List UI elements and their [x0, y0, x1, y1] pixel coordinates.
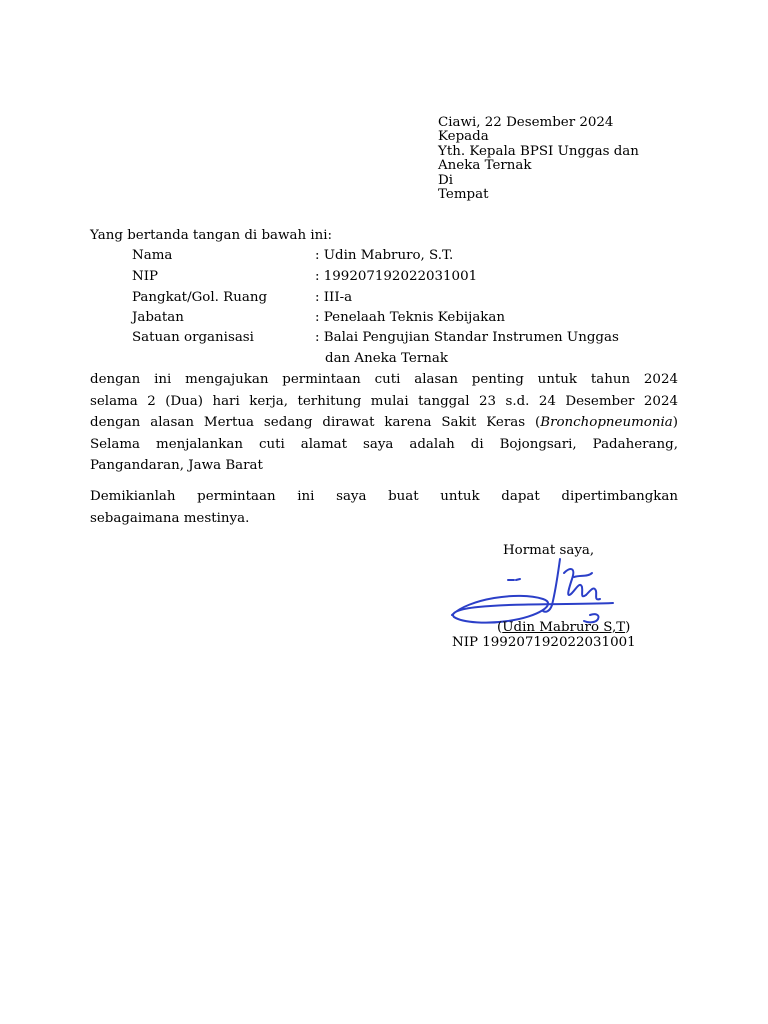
address-block	[438, 116, 639, 202]
closing-paragraph	[90, 486, 678, 529]
to-label: Kepada	[438, 129, 489, 145]
identity-label-nip: NIP	[132, 269, 159, 284]
di-label: Di	[438, 172, 454, 188]
recipient-line-2: Aneka Ternak	[438, 158, 532, 174]
signatory-nip: NIP 199207192022031001	[452, 635, 636, 650]
signature-stroke	[564, 569, 600, 599]
identity-value-jabatan: : Penelaah Teknis Kebijakan	[315, 310, 506, 325]
signatory-name	[497, 620, 630, 636]
recipient-line-1: Yth. Kepala BPSI Unggas dan	[438, 143, 639, 159]
close-paren: )	[625, 620, 631, 635]
identity-label-nama: Nama	[132, 248, 173, 263]
identity-value-satuan-cont: dan Aneka Ternak	[325, 351, 448, 366]
body-line-3-text: dengan alasan Mertua sedang dirawat karena Sakit Keras (	[90, 415, 541, 430]
handwritten-signature	[448, 555, 618, 630]
identity-label-jabatan: Jabatan	[132, 310, 184, 325]
identity-value-pangkat: : III-a	[315, 290, 353, 305]
tempat-label: Tempat	[438, 187, 489, 203]
signature-stroke	[516, 579, 520, 580]
intro-text: Yang bertanda tangan di bawah ini:	[90, 228, 333, 243]
identity-value-nama: : Udin Mabruro, S.T.	[315, 248, 454, 263]
body-line-3-close: )	[672, 415, 678, 430]
body-line-5: Pangandaran, Jawa Barat	[90, 458, 263, 473]
closing-line-1: Demikianlah permintaan ini saya buat untuk dapat dipertimbangkan	[90, 489, 678, 504]
diagnosis-italic: Bronchopneumonia	[540, 415, 673, 430]
closing-line-2: sebagaimana mestinya.	[90, 510, 250, 526]
identity-label-pangkat: Pangkat/Gol. Ruang	[132, 290, 268, 305]
signatory-name-text: Udin Mabruro S,T	[502, 620, 626, 635]
body-line-2: selama 2 (Dua) hari kerja, terhitung mulai tanggal 23 s.d. 24 Desember 2024	[90, 393, 678, 409]
body-line-4: Selama menjalankan cuti alamat saya adalah di Bojongsari, Padaherang,	[90, 436, 678, 452]
identity-value-satuan: : Balai Pengujian Standar Instrumen Unggas	[315, 330, 619, 345]
body-paragraph	[90, 369, 678, 477]
open-paren: (	[497, 620, 503, 635]
greeting-text: Hormat saya,	[503, 543, 595, 558]
signature-stroke	[452, 596, 613, 623]
place-date: Ciawi, 22 Desember 2024	[438, 115, 614, 130]
identity-value-nip: : 199207192022031001	[315, 269, 478, 284]
body-line-3	[90, 412, 678, 434]
signature-stroke	[574, 573, 592, 577]
body-line-1: dengan ini mengajukan permintaan cuti alasan penting untuk tahun 2024	[90, 372, 678, 387]
identity-label-satuan: Satuan organisasi	[132, 330, 254, 345]
